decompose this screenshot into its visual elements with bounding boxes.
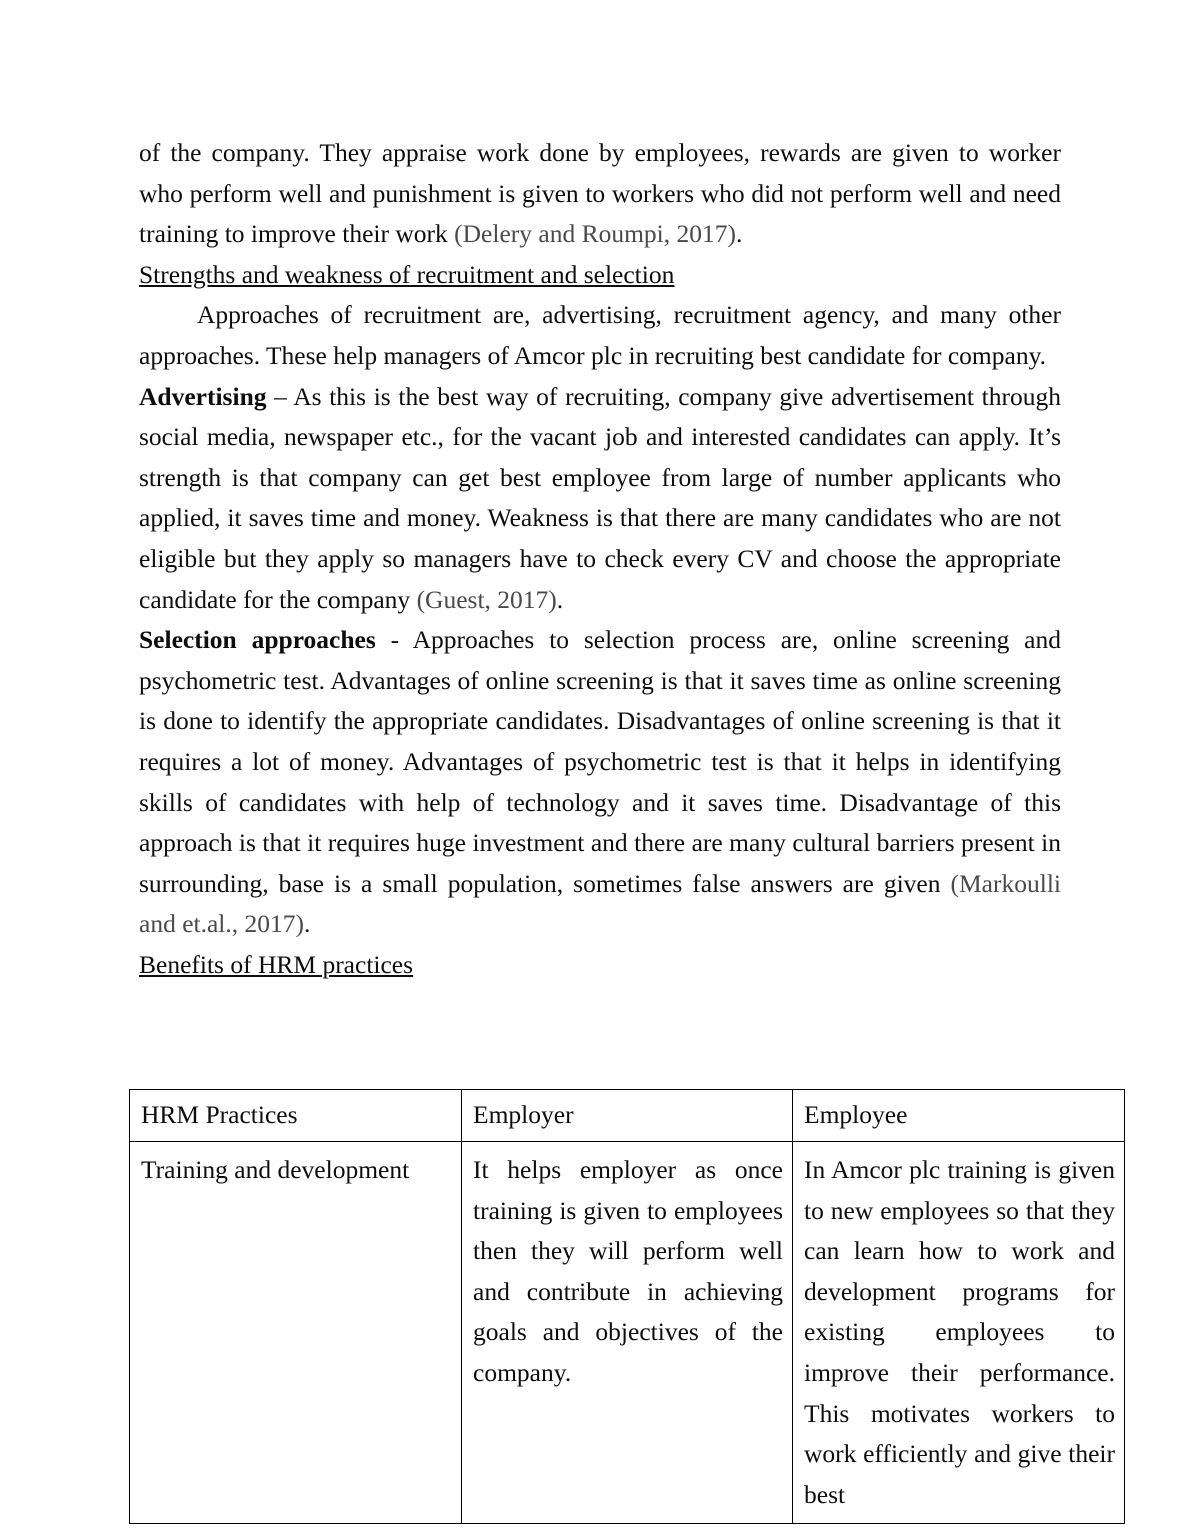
paragraph-continued-text: of the company. They appraise work done by employees, rewards are given to worker who perform well and punishment is given to workers who did not perform well and need training to improve their work [139, 138, 1061, 249]
table-header-employee: Employee [793, 1090, 1125, 1142]
table-row [130, 1142, 1125, 1524]
paragraph-advertising [139, 377, 1061, 621]
document-body [139, 133, 1115, 1524]
heading-strengths-weakness [139, 255, 1061, 296]
paragraph-continued [139, 133, 1061, 255]
table-header-row [130, 1090, 1125, 1142]
paragraph-selection-approaches [139, 620, 1061, 945]
table-cell-practice: Training and development [130, 1142, 462, 1524]
term-advertising: Advertising [139, 381, 267, 411]
citation-guest: (Guest, 2017) [416, 584, 557, 614]
table-cell-employer: It helps employer as once training is given to employees then they will perform well and contribute in achieving goals and objectives of the company. [462, 1142, 793, 1524]
table-cell-employee: In Amcor plc training is given to new employees so that they can learn how to work and development programs for existing employees to improve their performance. This motivates workers to work efficiently and give their best [793, 1142, 1125, 1524]
paragraph-advertising-period: . [556, 584, 564, 614]
citation-delery-roumpi: (Delery and Roumpi, 2017) [454, 219, 736, 249]
term-selection-approaches: Selection approaches [139, 625, 376, 655]
heading-benefits-hrm-label: Benefits of HRM practices [139, 949, 414, 979]
heading-benefits-hrm [139, 945, 1061, 986]
paragraph-continued-period: . [736, 219, 743, 249]
table-header-employer: Employer [462, 1090, 793, 1142]
heading-strengths-weakness-label: Strengths and weakness of recruitment and selection [139, 259, 675, 289]
citation-markoulli: (Markoulli and et.al., 2017) [139, 868, 1061, 939]
paragraph-selection-approaches-text: - Approaches to selection process are, online screening and psychometric test. Advantages of online screening is that it saves time as online screening is done to identify the appropriate candidates. Disadvantages of online screening is that it requires a lot of money. Advantages of psychometric test is that it helps in identifying skills of candidates with help of technology and it saves time. Disadvantage of this approach is that it requires huge investment and there are many cultural barriers present in surrounding, base is a small population, sometimes false answers are given [139, 625, 1061, 898]
paragraph-advertising-text: – As this is the best way of recruiting, company give advertisement through social media, newspaper etc., for the vacant job and interested candidates can apply. It’s strength is that company can get best employee from large of number applicants who applied, it saves time and money. Weakness is that there are many candidates who are not eligible but they apply so managers have to check every CV and choose the appropriate candidate for the company [139, 381, 1061, 614]
table-spacer [139, 985, 1061, 1089]
hrm-benefits-table [129, 1089, 1125, 1524]
paragraph-approaches [139, 295, 1061, 376]
paragraph-approaches-text: Approaches of recruitment are, advertising, recruitment agency, and many other approaches. These help managers of Amcor plc in recruiting best candidate for company. [139, 300, 1061, 370]
table-header-hrm-practices: HRM Practices [130, 1090, 462, 1142]
paragraph-selection-approaches-period: . [304, 909, 311, 939]
